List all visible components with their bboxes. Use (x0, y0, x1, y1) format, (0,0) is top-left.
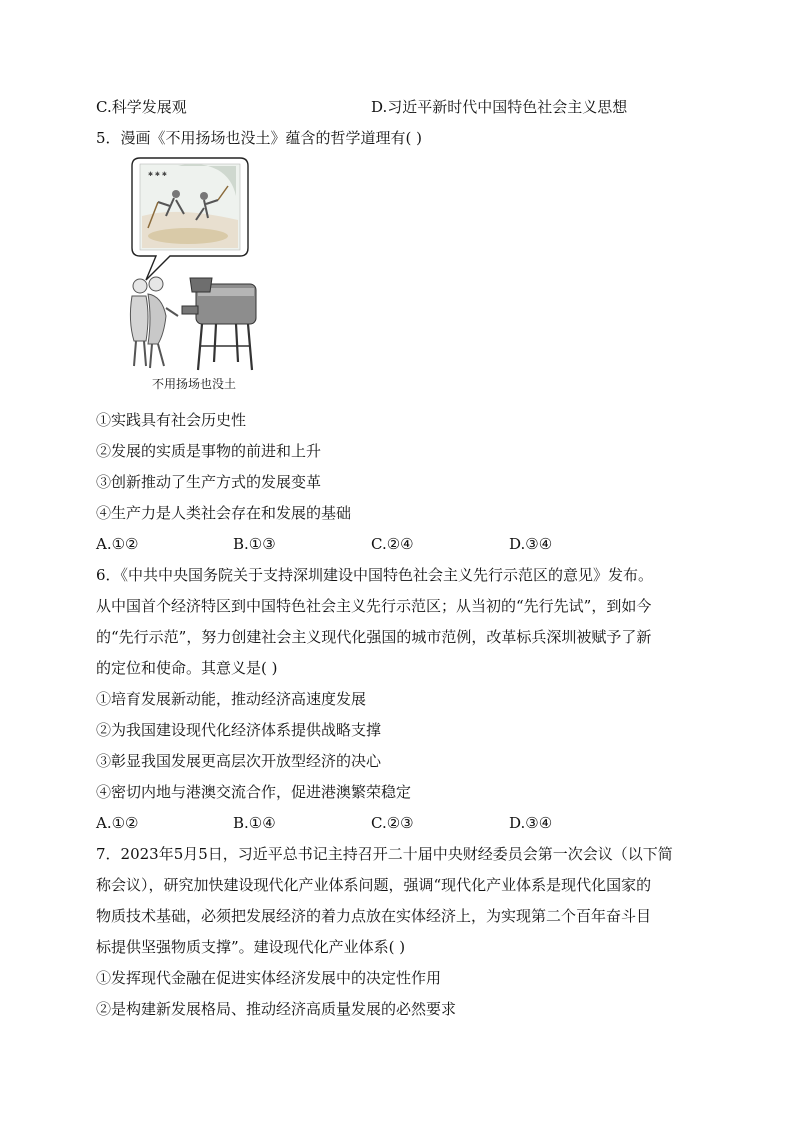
q6-stem-line-4: 的定位和使命。其意义是( ) (96, 659, 278, 677)
q7-statement-2: ②是构建新发展格局、推动经济高质量发展的必然要求 (96, 1000, 457, 1018)
cartoon-illustration (118, 156, 262, 376)
q7-statement-1: ①发挥现代金融在促进实体经济发展中的决定性作用 (96, 969, 442, 987)
q5-statement-1: ①实践具有社会历史性 (96, 411, 247, 429)
q7-stem-line-2: 称会议），研究加快建设现代化产业体系问题，强调“现代化产业体系是现代化国家的 (96, 876, 652, 894)
q5-statement-2: ②发展的实质是事物的前进和上升 (96, 442, 322, 460)
q7-stem-line-3: 物质技术基础，必须把发展经济的着力点放在实体经济上，为实现第二个百年奋斗目 (96, 907, 652, 925)
q5-statement-3: ③创新推动了生产方式的发展变革 (96, 473, 322, 491)
svg-text:✱ ✱ ✱: ✱ ✱ ✱ (148, 171, 167, 178)
q6-option-d: D.③④ (509, 814, 553, 832)
q6-option-c: C.②③ (371, 814, 414, 832)
q7-stem-line-4: 标提供坚强物质支撑”。建设现代化产业体系( ) (96, 938, 406, 956)
q6-option-b: B.①④ (233, 814, 276, 832)
q5-statement-4: ④生产力是人类社会存在和发展的基础 (96, 504, 352, 522)
q6-option-a: A.①② (96, 814, 139, 832)
q6-stem-line-3: 的“先行示范”，努力创建社会主义现代化强国的城市范例，改革标兵深圳被赋予了新 (96, 628, 652, 646)
q5-option-b: B.①③ (233, 535, 276, 553)
q5-option-d: D.③④ (509, 535, 553, 553)
q5-option-c: C.②④ (371, 535, 414, 553)
q6-statement-2: ②为我国建设现代化经济体系提供战略支撑 (96, 721, 382, 739)
q4-option-d: D.习近平新时代中国特色社会主义思想 (371, 98, 628, 116)
q4-option-c: C.科学发展观 (96, 98, 187, 116)
q7-stem-line-1: 7．2023年5月5日，习近平总书记主持召开二十届中央财经委员会第一次会议（以下简 (96, 845, 673, 863)
q6-statement-4: ④密切内地与港澳交流合作，促进港澳繁荣稳定 (96, 783, 412, 801)
q6-statement-3: ③彰显我国发展更高层次开放型经济的决心 (96, 752, 382, 770)
cartoon-caption: 不用扬场也没土 (152, 377, 237, 391)
q6-stem-line-2: 从中国首个经济特区到中国特色社会主义先行示范区；从当初的“先行先试”，到如今 (96, 597, 652, 615)
q5-stem: 5．漫画《不用扬场也没土》蕴含的哲学道理有( ) (96, 129, 423, 147)
q6-stem-line-1: 6．《中共中央国务院关于支持深圳建设中国特色社会主义先行示范区的意见》发布。 (96, 566, 654, 584)
q5-option-a: A.①② (96, 535, 139, 553)
q6-statement-1: ①培育发展新动能，推动经济高速度发展 (96, 690, 367, 708)
